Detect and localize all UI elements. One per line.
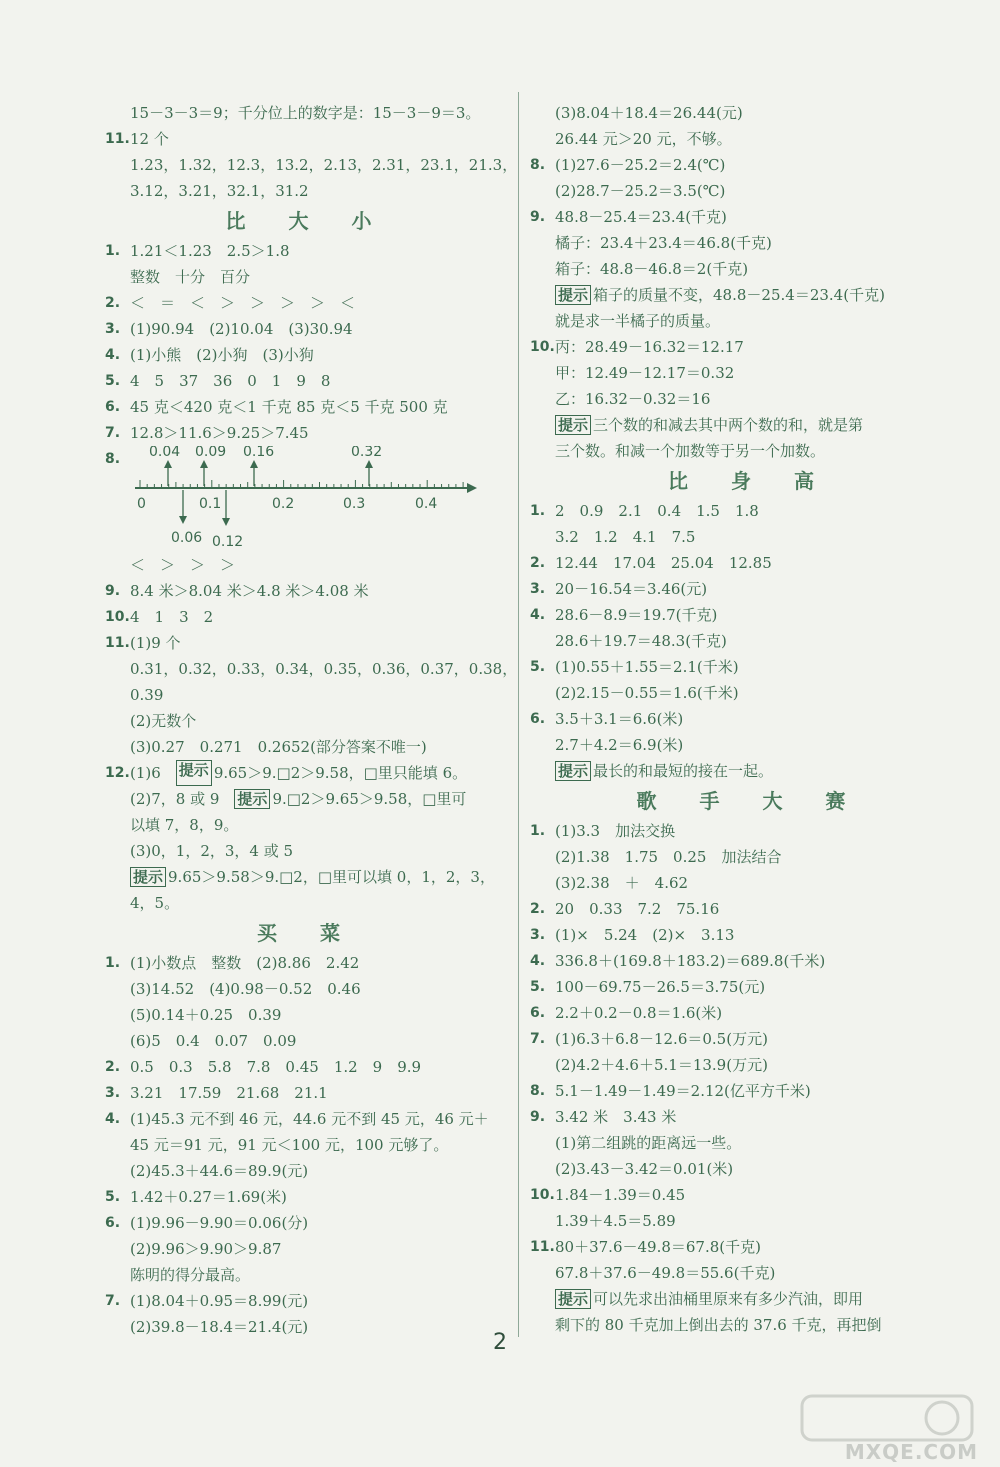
item-number: 5. [105,1189,121,1205]
answer-item [105,578,510,604]
answer-text: 箱子的质量不变，48.8－25.4＝23.4(千克) [593,286,885,304]
answer-text: (1)9 个 [130,634,181,652]
hint-badge: 提示 [555,761,591,781]
axis-label: 0.4 [415,496,438,512]
section-items [530,334,970,412]
answer-text: (3)14.52 (4)0.98－0.52 0.46 [130,980,361,998]
answer-item [105,126,510,152]
answer-text: ＜ ＞ ＞ ＞ [130,556,236,574]
page-number: 2 [493,1330,507,1355]
answer-line [105,864,510,890]
up-label: 0.16 [243,446,275,460]
answer-text: (5)0.14＋0.25 0.39 [130,1006,282,1024]
answer-line [530,1208,970,1234]
answer-text: 28.6－8.9＝19.7(千克) [555,606,718,624]
answer-text: 陈明的得分最高。 [130,1266,251,1284]
answer-text: (1)45.3 元不到 46 元，44.6 元不到 45 元，46 元＋ [130,1110,489,1128]
left-column [105,100,518,1340]
answer-line: 就是求一半橘子的质量。 [555,312,721,330]
answer-text: (2)28.7－25.2＝3.5(℃) [555,182,726,200]
answer-line [530,524,970,550]
answer-item [530,498,970,524]
answer-text: (1)90.94 (2)10.04 (3)30.94 [130,320,353,338]
answer-line [105,786,510,812]
answer-item [105,238,510,264]
answer-item [105,420,510,446]
answer-item [105,1054,510,1080]
section-heading: 比 身 高 [668,469,832,493]
answer-text: 45 克＜420 克＜1 千克 85 克＜5 千克 500 克 [130,398,448,416]
answer-line [105,734,510,760]
answer-text: (1)0.55＋1.55＝2.1(千米) [555,658,739,676]
item-number: 1. [530,823,546,839]
answer-text: (3)2.38 ＋ 4.62 [555,874,689,892]
item-number: 7. [530,1031,546,1047]
answer-item [105,604,510,630]
item-number: 4. [105,347,121,363]
answer-item [530,654,970,680]
number-line-figure [105,446,510,556]
answer-line [105,1262,510,1288]
answer-item [105,1184,510,1210]
answer-line: 4，5。 [130,894,180,912]
answer-text: 9.□2＞9.65＞9.58，□里可 [272,790,467,808]
section-items [530,818,970,1286]
hint-badge: 提示 [176,760,212,786]
answer-item [530,1000,970,1026]
answer-line [105,1236,510,1262]
answer-text: 1.21＜1.23 2.5＞1.8 [130,242,290,260]
answer-item [530,948,970,974]
item-number: 1. [105,243,121,259]
answer-line [530,680,970,706]
section-items [105,552,518,760]
answer-text: 67.8＋37.6－49.8＝55.6(千克) [555,1264,776,1282]
hint-badge: 提示 [234,789,270,809]
item-number: 5. [530,659,546,675]
answer-text: 20 0.33 7.2 75.16 [555,900,720,918]
answer-text: 三个数的和减去其中两个数的和，就是第 [593,416,864,434]
answer-text: 1.84－1.39＝0.45 [555,1186,686,1204]
answer-item [530,550,970,576]
section-items [530,100,970,282]
section-items [530,498,970,758]
answer-text: 2 0.9 2.1 0.4 1.5 1.8 [555,502,759,520]
answer-text: 8.4 米＞8.04 米＞4.8 米＞4.08 米 [130,582,369,600]
answer-text: (2)7，8 或 9 [130,790,235,808]
answer-item [530,1234,970,1260]
answer-item [530,602,970,628]
answer-item [105,1080,510,1106]
answer-text: 4 1 3 2 [130,608,214,626]
answer-item [530,204,970,230]
item-number: 7. [105,1293,121,1309]
answer-item [530,896,970,922]
answer-text: 3.5＋3.1＝6.6(米) [555,710,684,728]
section-items [105,950,510,1340]
up-label: 0.04 [149,446,181,460]
answer-item [105,1210,510,1236]
answer-text: 橘子：23.4＋23.4＝46.8(千克) [555,234,772,252]
answer-text: (2)45.3＋44.6＝89.9(元) [130,1162,309,1180]
item-number: 6. [105,399,121,415]
up-arrow-icon [164,460,172,468]
answer-text: (2)2.15－0.55＝1.6(千米) [555,684,739,702]
answer-item [105,290,510,316]
axis-label: 0.3 [343,496,366,512]
down-label: 0.06 [171,530,203,546]
answer-text: (3)0.27 0.271 0.2652(部分答案不唯一) [130,738,427,756]
answer-text: (1)8.04＋0.95＝8.99(元) [130,1292,309,1310]
answer-line [105,1132,510,1158]
answer-line: 3.12，3.21，32.1，31.2 [130,182,309,200]
item-number: 8. [530,1083,546,1099]
answer-text: 100－69.75－26.5＝3.75(元) [555,978,766,996]
answer-item [105,950,510,976]
answer-line [530,1052,970,1078]
answer-item [105,1288,510,1314]
answer-text: (1)第二组跳的距离远一些。 [555,1134,742,1152]
answer-text: (1)6.3＋6.8－12.6＝0.5(万元) [555,1030,768,1048]
answer-line [530,360,970,386]
answer-text: 80＋37.6－49.8＝67.8(千克) [555,1238,761,1256]
answer-line [530,758,970,784]
answer-line [530,126,970,152]
item-number: 4. [530,953,546,969]
answer-line [530,230,970,256]
answer-text: 20－16.54＝3.46(元) [555,580,708,598]
answer-line [105,264,510,290]
answer-text: 最长的和最短的接在一起。 [593,762,774,780]
answer-item [105,368,510,394]
item-number: 11. [105,635,130,651]
item-number: 6. [530,1005,546,1021]
column-divider [518,92,519,1337]
item-number: 9. [105,583,121,599]
answer-line: 剩下的 80 千克加上倒出去的 37.6 千克，再把倒 [555,1316,882,1334]
item-number: 11. [105,131,130,147]
answer-text: 48.8－25.4＝23.4(千克) [555,208,727,226]
answer-item [530,152,970,178]
answer-item [530,974,970,1000]
answer-text: 2.2＋0.2－0.8＝1.6(米) [555,1004,723,1022]
answer-line: 1.23，1.32，12.3，13.2，2.13，2.31，23.1，21.3， [130,156,518,174]
item-number: 9. [530,209,546,225]
answer-text: 9.65＞9.58＞9.□2，□里可以填 0，1，2，3， [168,868,495,886]
answer-line [530,256,970,282]
answer-text: 9.65＞9.□2＞9.58，□里只能填 6。 [213,764,468,782]
up-arrow-icon [200,460,208,468]
answer-text: 3.21 17.59 21.68 21.1 [130,1084,328,1102]
answer-item [105,630,510,656]
answer-text: 28.6＋19.7＝48.3(千克) [555,632,727,650]
answer-line [530,1156,970,1182]
answer-item [530,1026,970,1052]
item-number: 4. [105,1111,121,1127]
right-column [530,100,970,1338]
answer-text: 12.44 17.04 25.04 12.85 [555,554,772,572]
item-number: 7. [105,425,121,441]
item-number: 12. [105,765,130,781]
answer-text: (1)小熊 (2)小狗 (3)小狗 [130,346,314,364]
answer-line [530,100,970,126]
answer-item [105,760,510,786]
answer-text: (2)3.43－3.42＝0.01(米) [555,1160,734,1178]
answer-text: (3)8.04＋18.4＝26.44(元) [555,104,743,122]
answer-text: 3.42 米 3.43 米 [555,1108,677,1126]
answer-line: 三个数。和减一个加数等于另一个加数。 [555,442,826,460]
item-number: 2. [530,901,546,917]
down-arrow-icon [222,518,230,526]
answer-line [530,628,970,654]
number-line-svg [105,446,510,556]
answer-text: 可以先求出油桶里原来有多少汽油，即用 [593,1290,864,1308]
answer-text: 甲：12.49－12.17＝0.32 [555,364,735,382]
answer-line [105,1158,510,1184]
answer-text: (2)无数个 [130,712,197,730]
answer-text: 4 5 37 36 0 1 9 8 [130,372,331,390]
answer-line [530,1130,970,1156]
answer-line [105,1028,510,1054]
answer-line [530,732,970,758]
hint-badge: 提示 [555,415,591,435]
item-number: 8. [105,451,121,467]
answer-text: ＜ ＝ ＜ ＞ ＞ ＞ ＞ ＜ [130,294,356,312]
answer-item [105,394,510,420]
item-number: 9. [530,1109,546,1125]
answer-line [530,1260,970,1286]
up-arrow-icon [365,460,373,468]
item-number: 2. [105,295,121,311]
answer-text: (1)小数点 整数 (2)8.86 2.42 [130,954,360,972]
answer-line [530,1286,970,1312]
answer-item [530,576,970,602]
item-number: 10. [530,1187,555,1203]
answer-text: (2)39.8－18.4＝21.4(元) [130,1318,309,1336]
answer-text: 12.8＞11.6＞9.25＞7.45 [130,424,309,442]
answer-line: (3)0，1，2，3，4 或 5 [130,842,294,860]
item-number: 3. [530,927,546,943]
down-arrow-icon [179,516,187,524]
answer-line [530,844,970,870]
answer-text: 2.7＋4.2＝6.9(米) [555,736,684,754]
answer-text: 1.39＋4.5＝5.89 [555,1212,676,1230]
answer-line [530,870,970,896]
answer-text: 45 元＝91 元，91 元＜100 元，100 元够了。 [130,1136,449,1154]
answer-line: 以填 7，8，9。 [130,816,239,834]
answer-line [530,178,970,204]
answer-text: 箱子：48.8－46.8＝2(千克) [555,260,749,278]
answer-text: 0.5 0.3 5.8 7.8 0.45 1.2 9 9.9 [130,1058,422,1076]
item-number: 4. [530,607,546,623]
answer-item [105,342,510,368]
answer-item [530,1104,970,1130]
answer-item [530,818,970,844]
item-number: 5. [530,979,546,995]
section-heading: 比 大 小 [225,209,390,233]
item-number: 2. [105,1059,121,1075]
watermark-text: MXQE.COM [844,1440,978,1464]
hint-badge: 提示 [130,867,166,887]
hint-badge: 提示 [555,285,591,305]
item-number: 1. [105,955,121,971]
answer-item [530,706,970,732]
item-number: 11. [530,1239,555,1255]
answer-text: (1)27.6－25.2＝2.4(℃) [555,156,726,174]
item-number: 1. [530,503,546,519]
axis-arrow-icon [467,483,477,493]
answer-item [530,922,970,948]
answer-line [530,386,970,412]
item-number: 10. [105,609,130,625]
axis-label: 0 [137,496,146,512]
item-number: 3. [105,1085,121,1101]
axis-ticks [140,480,463,488]
up-label: 0.09 [195,446,227,460]
answer-text: (1)6 [130,764,176,782]
hint-badge: 提示 [555,1289,591,1309]
answer-line [105,708,510,734]
answer-text: (2)4.2＋4.6＋5.1＝13.9(万元) [555,1056,768,1074]
answer-line [530,282,970,308]
item-number: 5. [105,373,121,389]
item-number: 6. [530,711,546,727]
answer-text: 26.44 元＞20 元，不够。 [555,130,732,148]
answer-text: 丙：28.49－16.32＝12.17 [555,338,744,356]
answer-text: 3.2 1.2 4.1 7.5 [555,528,696,546]
answer-item [530,1182,970,1208]
answer-text: 1.42＋0.27＝1.69(米) [130,1188,287,1206]
item-number: 2. [530,555,546,571]
answer-text: 0.39 [130,686,164,704]
answer-item [530,334,970,360]
answer-line [105,1002,510,1028]
answer-text: (2)1.38 1.75 0.25 加法结合 [555,848,782,866]
answer-item [530,1078,970,1104]
answer-text: (1)3.3 加法交换 [555,822,676,840]
axis-label: 0.2 [272,496,295,512]
answer-item [105,1106,510,1132]
answer-line [530,412,970,438]
section-heading: 买 菜 [257,921,358,945]
answer-text: 0.31，0.32，0.33，0.34，0.35，0.36，0.37，0.38， [130,660,518,678]
answer-line [105,682,510,708]
item-number: 6. [105,1215,121,1231]
section-heading: 歌 手 大 赛 [636,789,864,813]
answer-line: 15－3－3＝9；千分位上的数字是：15－3－9＝3。 [130,104,481,122]
answer-text: 整数 十分 百分 [130,268,251,286]
item-number: 3. [105,321,121,337]
answer-text: 12 个 [130,130,169,148]
answer-text: 乙：16.32－0.32＝16 [555,390,711,408]
down-label: 0.12 [212,534,244,550]
answer-text: (2)9.96＞9.90＞9.87 [130,1240,282,1258]
answer-text: (1)9.96－9.90＝0.06(分) [130,1214,309,1232]
answer-line [105,976,510,1002]
item-number: 3. [530,581,546,597]
up-arrow-icon [250,460,258,468]
up-label: 0.32 [351,446,383,460]
answer-text: (1)× 5.24 (2)× 3.13 [555,926,735,944]
answer-item [105,316,510,342]
axis-label: 0.1 [199,496,222,512]
section-items [105,238,510,446]
answer-text: 336.8＋(169.8＋183.2)＝689.8(千米) [555,952,826,970]
answer-line [105,656,518,682]
answer-text: 5.1－1.49－1.49＝2.12(亿平方千米) [555,1082,811,1100]
answer-text: (6)5 0.4 0.07 0.09 [130,1032,297,1050]
item-number: 10. [530,339,555,355]
item-number: 8. [530,157,546,173]
